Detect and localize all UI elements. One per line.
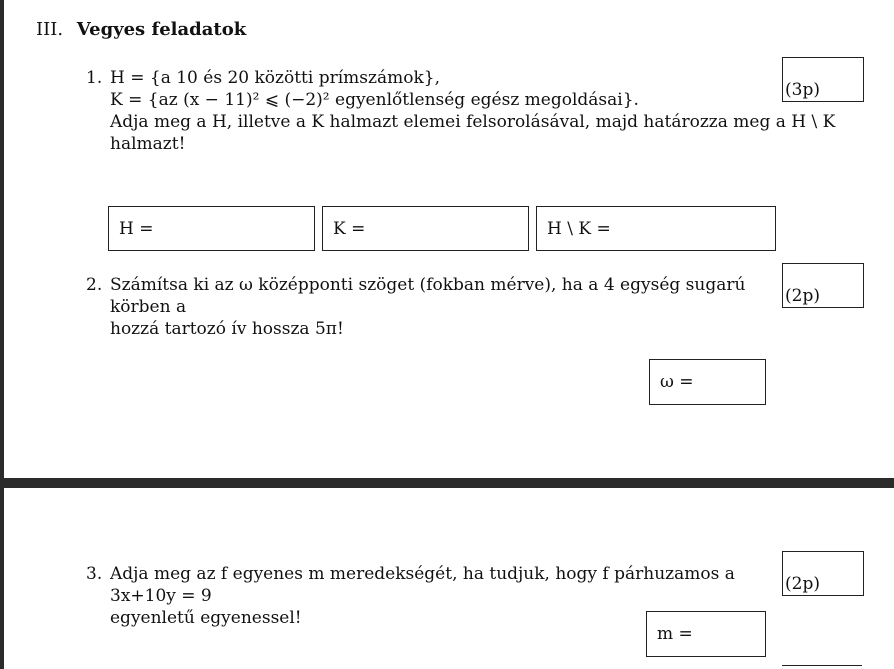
points-box-task-2: [782, 263, 864, 308]
page-break-bar: [0, 478, 894, 488]
task-number: 2.: [86, 275, 103, 295]
answer-box-k[interactable]: [322, 206, 529, 251]
answer-label: K =: [333, 218, 366, 239]
task-1-line-3: Adja meg a H, illetve a K halmazt elemei felsorolásával, majd határozza meg a H \ K halmazt!: [110, 112, 836, 154]
answer-box-omega[interactable]: [649, 359, 766, 405]
task-2-line-1: Számítsa ki az ω középponti szöget (fokban mérve), ha a 4 egység sugarú körben a: [110, 275, 746, 317]
answer-box-h-minus-k[interactable]: [536, 206, 776, 251]
task-2: [86, 274, 786, 340]
answer-box-h[interactable]: [108, 206, 315, 251]
task-1-line-2: K = {az (x − 11)² ⩽ (−2)² egyenlőtlenség egész megoldásai}.: [110, 90, 639, 110]
next-box-edge: [782, 665, 862, 666]
task-1: [86, 67, 876, 155]
task-3-line-1: Adja meg az f egyenes m meredekségét, ha tudjuk, hogy f párhuzamos a 3x+10y = 9: [110, 564, 735, 606]
points-label: (2p): [785, 286, 820, 306]
task-1-line-1: H = {a 10 és 20 közötti prímszámok},: [110, 68, 440, 88]
task-number: 3.: [86, 564, 103, 584]
task-2-line-2: hozzá tartozó ív hossza 5π!: [110, 319, 344, 339]
section-name: Vegyes feladatok: [76, 19, 247, 40]
points-box-task-3: [782, 551, 864, 596]
answer-box-m[interactable]: [646, 611, 766, 657]
points-label: (3p): [785, 80, 820, 100]
task-3-line-2: egyenletű egyenessel!: [110, 608, 302, 628]
points-box-task-1: [782, 57, 864, 102]
task-number: 1.: [86, 68, 103, 88]
answer-label: ω =: [660, 372, 694, 392]
answer-label: H =: [119, 218, 154, 239]
page-border: [0, 488, 4, 669]
answer-label: H \ K =: [547, 218, 611, 239]
answer-label: m =: [657, 624, 693, 644]
section-number: III.: [36, 19, 64, 40]
points-label: (2p): [785, 574, 820, 594]
section-title: [36, 19, 246, 40]
page-border: [0, 0, 4, 478]
